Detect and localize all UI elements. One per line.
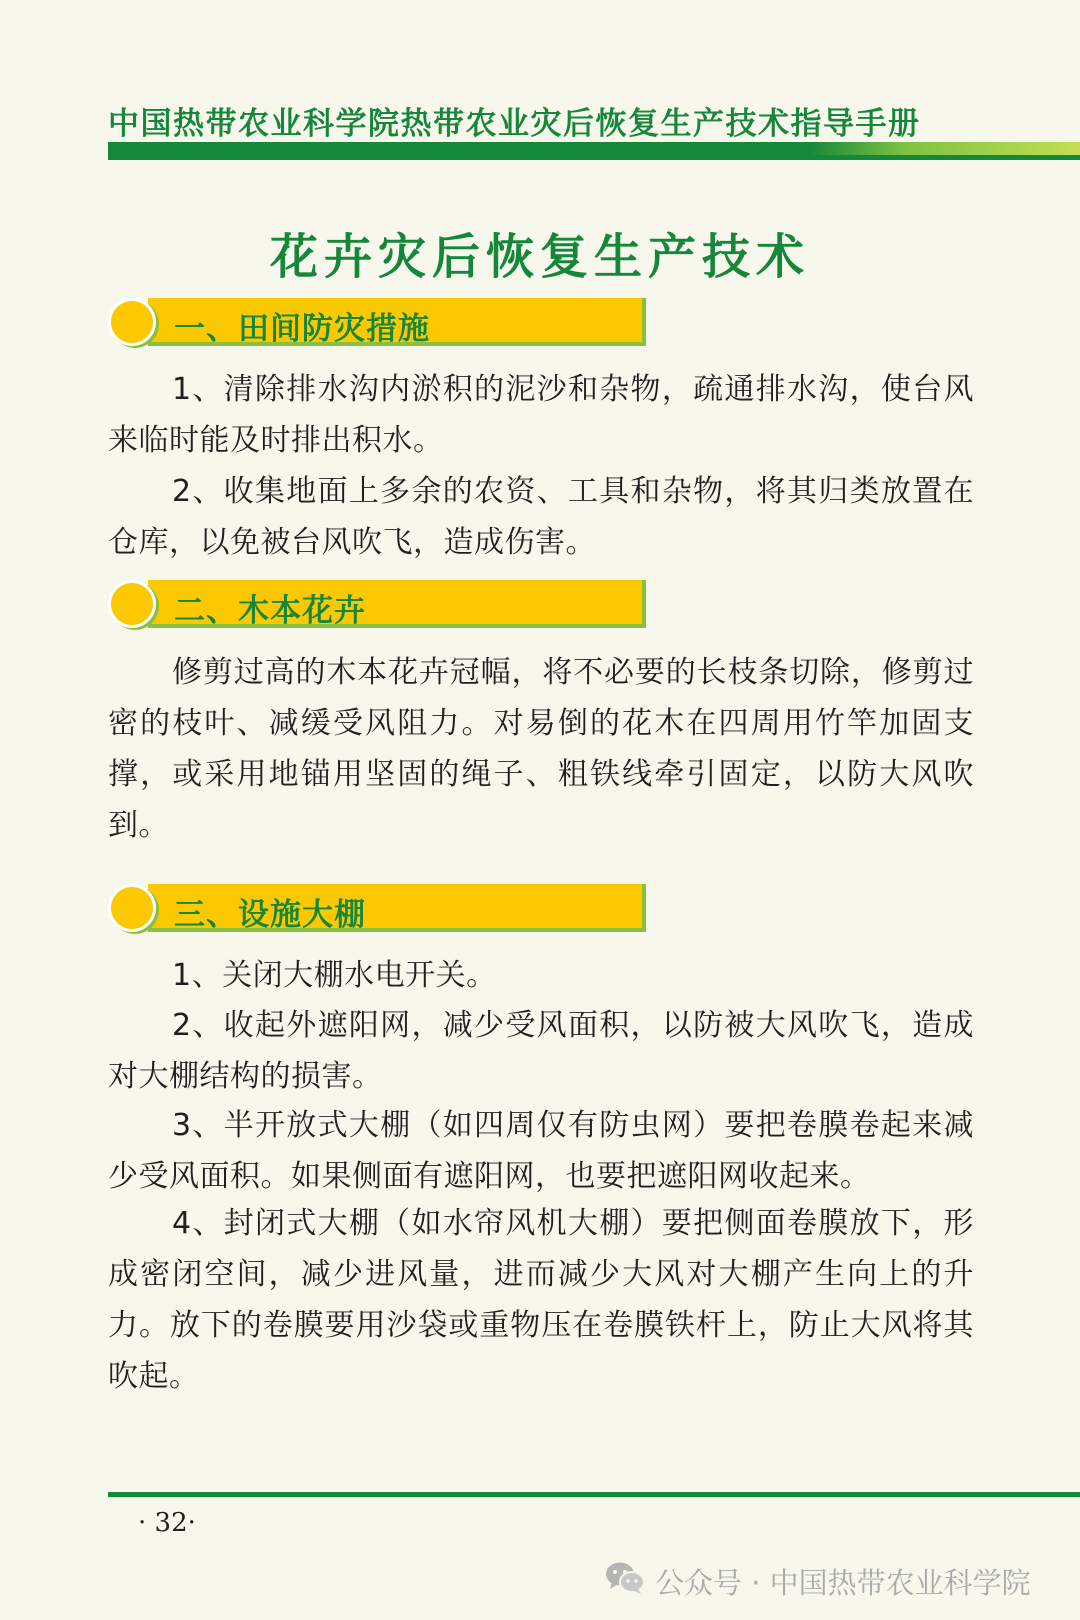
section-bullet-circle <box>108 884 156 932</box>
section-bullet-circle <box>108 580 156 628</box>
section-heading-bar-2 <box>108 580 646 628</box>
section-heading-1: 一、田间防灾措施 <box>174 311 430 347</box>
paragraph-3-4: 4、封闭式大棚（如水帘风机大棚）要把侧面卷膜放下，形成密闭空间，减少进风量，进而减少大风对大棚产生向上的升力。放下的卷膜要用沙袋或重物压在卷膜铁杆上，防止大风将其吹起。 <box>108 1206 974 1394</box>
page-title: 花卉灾后恢复生产技术 <box>269 229 810 285</box>
watermark-text: 公众号 · 中国热带农业科学院 <box>655 1565 1031 1600</box>
section-heading-3: 三、设施大棚 <box>174 897 366 933</box>
watermark <box>605 1561 1031 1601</box>
paragraph-2-1: 修剪过高的木本花卉冠幅，将不必要的长枝条切除，修剪过密的枝叶、减缓受风阻力。对易倒的花木在四周用竹竿加固支撑，或采用地锚用坚固的绳子、粗铁线牵引固定，以防大风吹到。 <box>108 655 974 843</box>
section-heading-bar-3 <box>108 884 646 932</box>
section-heading-bar-1 <box>108 298 646 346</box>
running-header-title: 中国热带农业科学院热带农业灾后恢复生产技术指导手册 <box>108 106 921 142</box>
section-bullet-circle <box>108 298 156 346</box>
wechat-icon <box>605 1561 655 1602</box>
paragraph-3-2: 2、收起外遮阳网，减少受风面积，以防被大风吹飞，造成对大棚结构的损害。 <box>108 1008 974 1094</box>
paragraph-1-2: 2、收集地面上多余的农资、工具和杂物，将其归类放置在仓库，以免被台风吹飞，造成伤害。 <box>108 474 974 560</box>
paragraph-3-1: 1、关闭大棚水电开关。 <box>172 958 497 993</box>
section-heading-2: 二、木本花卉 <box>174 593 366 629</box>
footer-rule <box>108 1492 1080 1497</box>
paragraph-1-1: 1、清除排水沟内淤积的泥沙和杂物，疏通排水沟，使台风来临时能及时排出积水。 <box>108 372 974 458</box>
page-number: · 32· <box>138 1508 196 1538</box>
paragraph-3-3: 3、半开放式大棚（如四周仅有防虫网）要把卷膜卷起来减少受风面积。如果侧面有遮阳网，也要把遮阳网收起来。 <box>108 1108 974 1194</box>
header-rule <box>108 142 1080 160</box>
